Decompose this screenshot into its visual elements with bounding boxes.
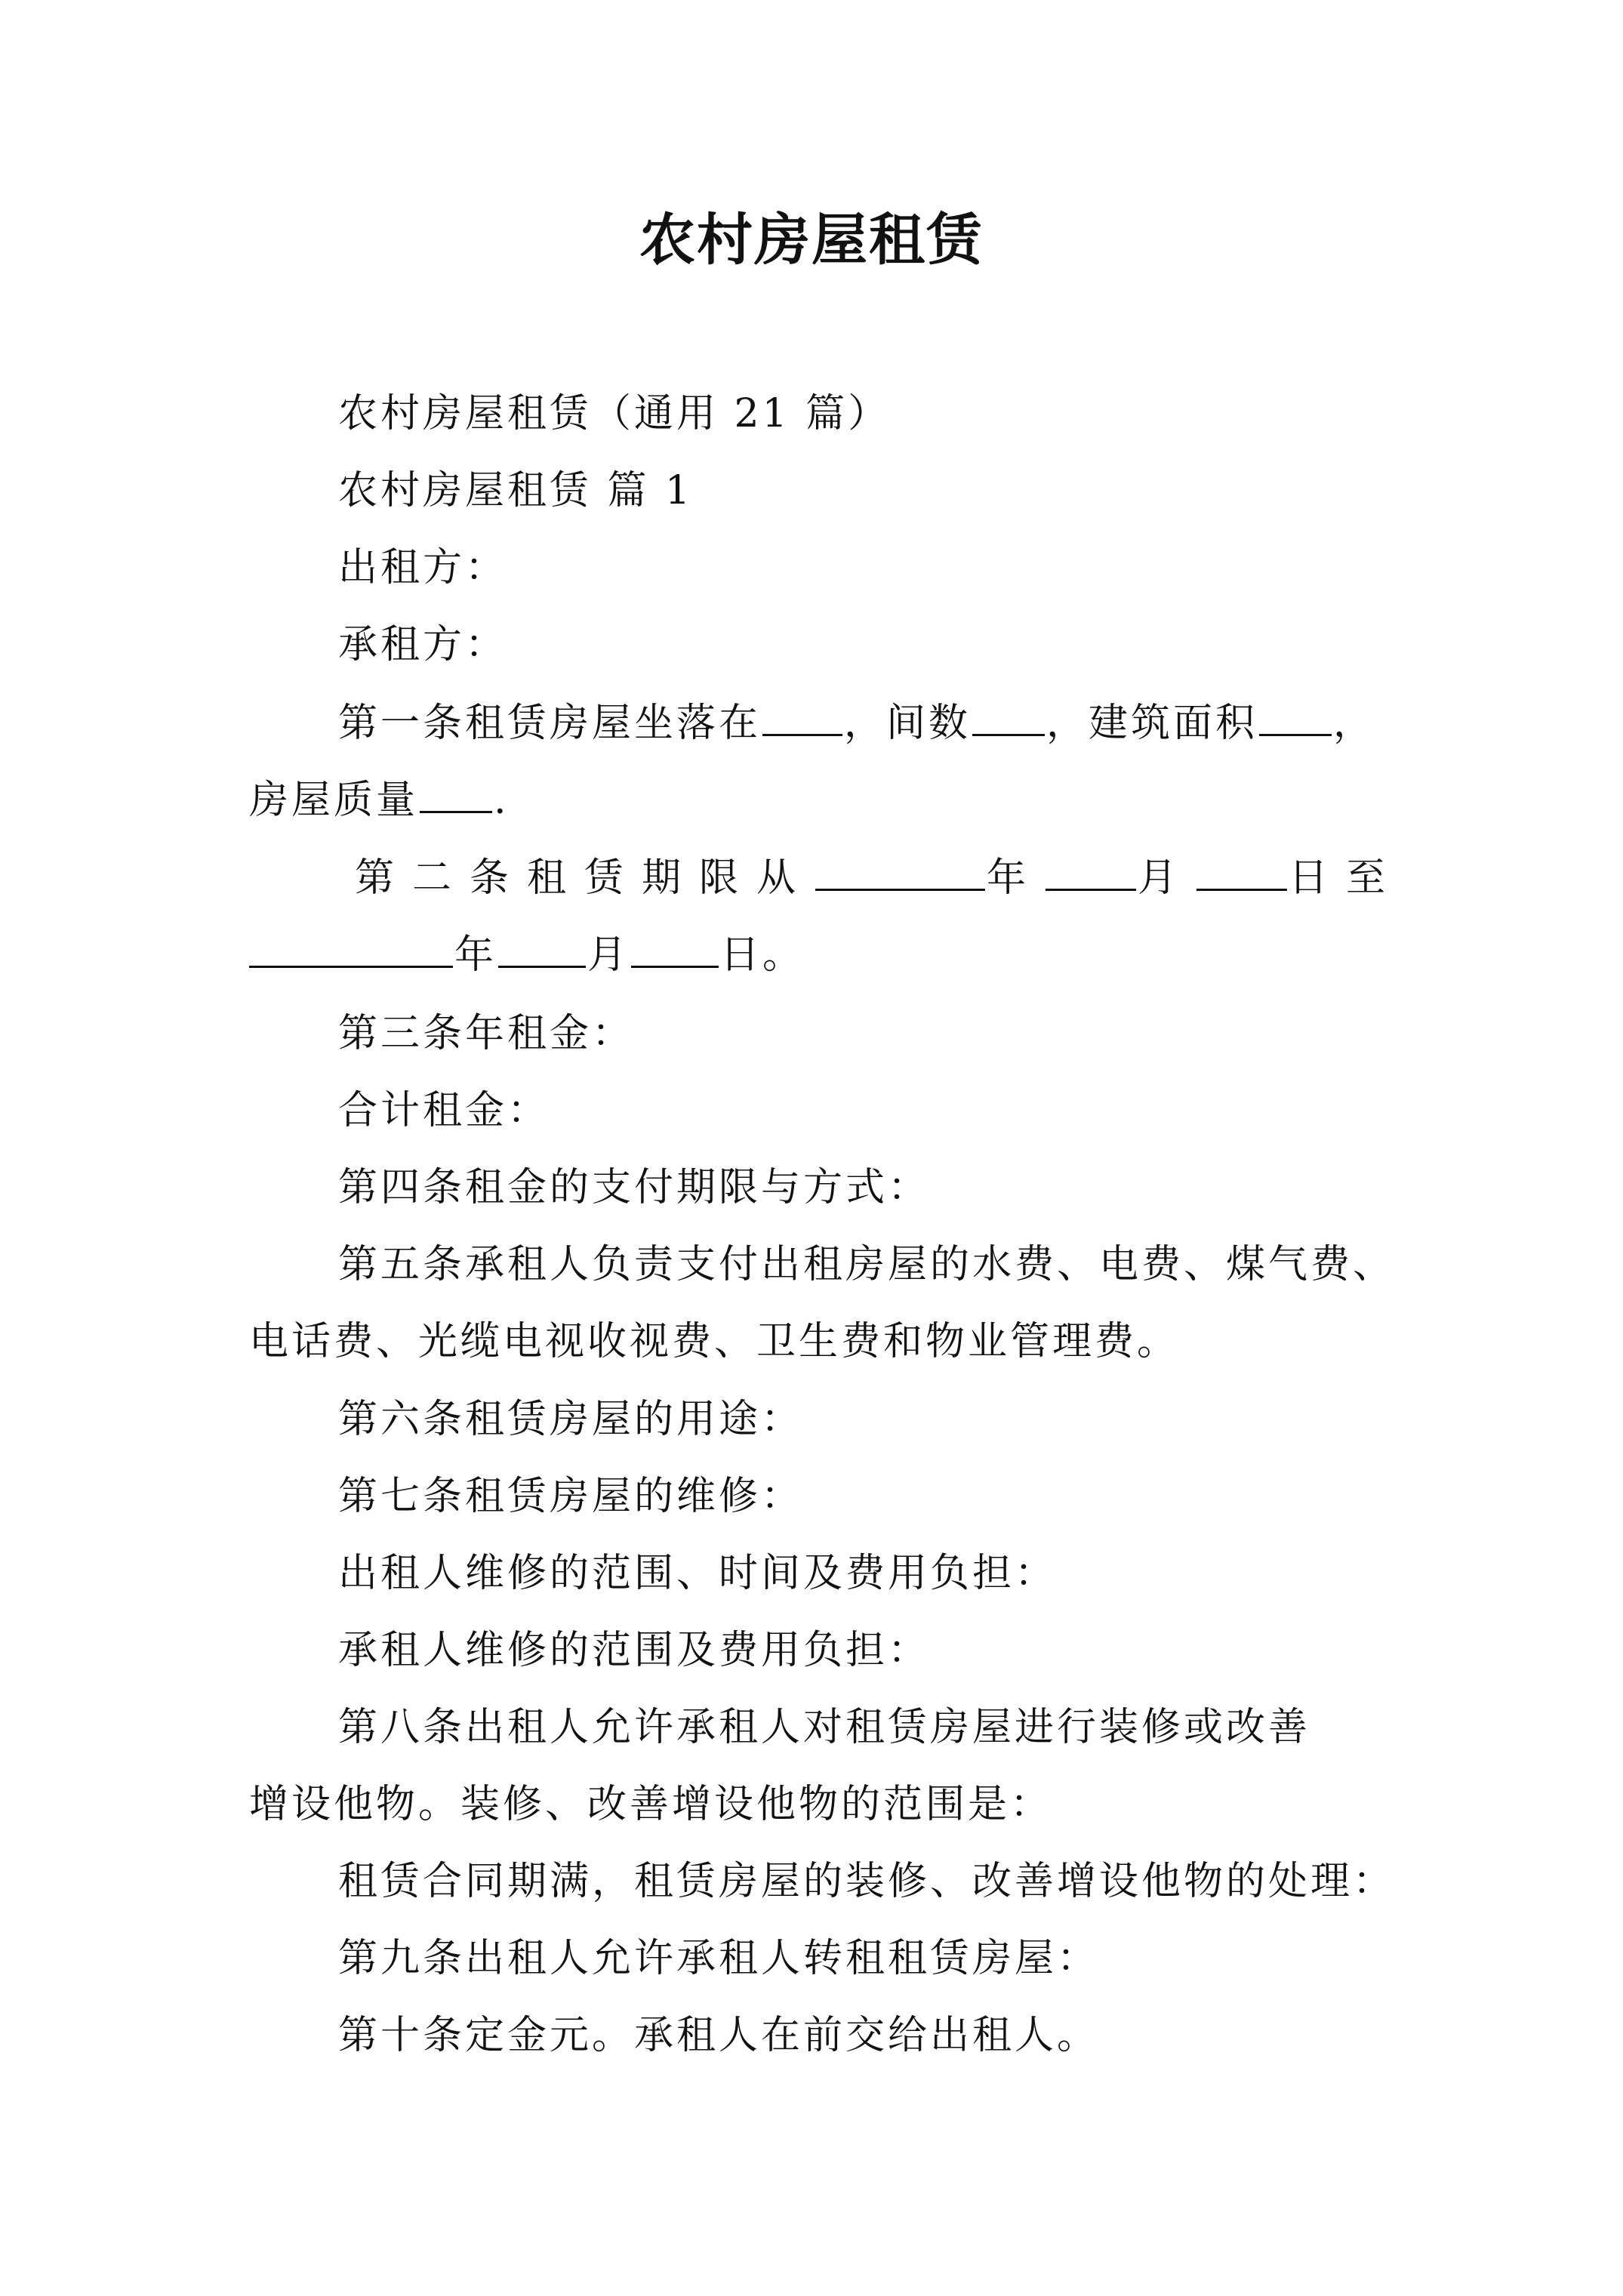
lessor-line: 出租方： <box>338 545 508 590</box>
article-1-rooms-label: ，间数 <box>844 701 972 746</box>
article-1-area-label: ，建筑面积 <box>1046 701 1258 746</box>
article-2-year-label: 年 <box>987 855 1045 901</box>
document-title: 农村房屋租赁 <box>639 208 984 273</box>
article-2-line-1 <box>355 848 1403 908</box>
article-1-quality-label: 房屋质量 <box>249 778 419 823</box>
lessor-repair-line: 出租人维修的范围、时间及费用负担： <box>338 1551 1058 1596</box>
article-8-line-2: 增设他物。装修、改善增设他物的范围是： <box>249 1782 1053 1827</box>
article-5-line-2: 电话费、光缆电视收视费、卫生费和物业管理费。 <box>249 1319 1180 1364</box>
article-3-line: 第三条年租金： <box>338 1011 635 1056</box>
start-month-blank <box>1046 849 1136 891</box>
section-heading: 农村房屋租赁 篇 1 <box>338 468 694 513</box>
article-4-line: 第四条租金的支付期限与方式： <box>338 1165 931 1210</box>
article-2-end-year-label: 年 <box>454 932 497 978</box>
start-year-blank <box>815 849 985 891</box>
total-rent-line: 合计租金： <box>338 1088 550 1133</box>
end-month-blank <box>498 926 586 968</box>
lessee-repair-line: 承租人维修的范围及费用负担： <box>338 1628 931 1673</box>
article-1-line-2 <box>249 770 510 831</box>
start-day-blank <box>1196 849 1287 891</box>
article-2-end-month-label: 月 <box>587 932 630 978</box>
area-blank <box>1259 695 1332 736</box>
article-1-period: . <box>494 778 510 823</box>
rooms-blank <box>972 695 1045 736</box>
article-2-term-label: 第二条租赁期限从 <box>355 855 815 901</box>
end-year-blank <box>249 926 453 968</box>
end-day-blank <box>631 926 719 968</box>
article-7-line: 第七条租赁房屋的维修： <box>338 1474 804 1519</box>
article-8-line-1: 第八条出租人允许承租人对租赁房屋进行装修或改善 <box>338 1705 1311 1750</box>
article-6-line: 第六条租赁房屋的用途： <box>338 1397 804 1442</box>
location-blank <box>762 695 842 736</box>
article-1-comma: ， <box>1333 701 1376 746</box>
article-10-line: 第十条定金元。承租人在前交给出租人。 <box>338 2013 1100 2058</box>
quality-blank <box>420 772 492 813</box>
article-1-line-1 <box>338 693 1375 754</box>
article-2-end-day-label: 日。 <box>720 932 805 978</box>
article-2-day-to-label: 日至 <box>1289 855 1404 901</box>
lease-expiry-line: 租赁合同期满，租赁房屋的装修、改善增设他物的处理： <box>338 1859 1396 1904</box>
article-2-line-2 <box>249 925 805 985</box>
article-2-month-label: 月 <box>1138 855 1196 901</box>
article-9-line: 第九条出租人允许承租人转租租赁房屋： <box>338 1936 1100 1981</box>
lessee-line: 承租方： <box>338 622 508 667</box>
article-1-location-label: 第一条租赁房屋坐落在 <box>338 701 762 746</box>
article-5-line-1: 第五条承租人负责支付出租房屋的水费、电费、煤气费、 <box>338 1242 1396 1287</box>
subtitle-line: 农村房屋租赁（通用 21 篇） <box>338 391 891 436</box>
